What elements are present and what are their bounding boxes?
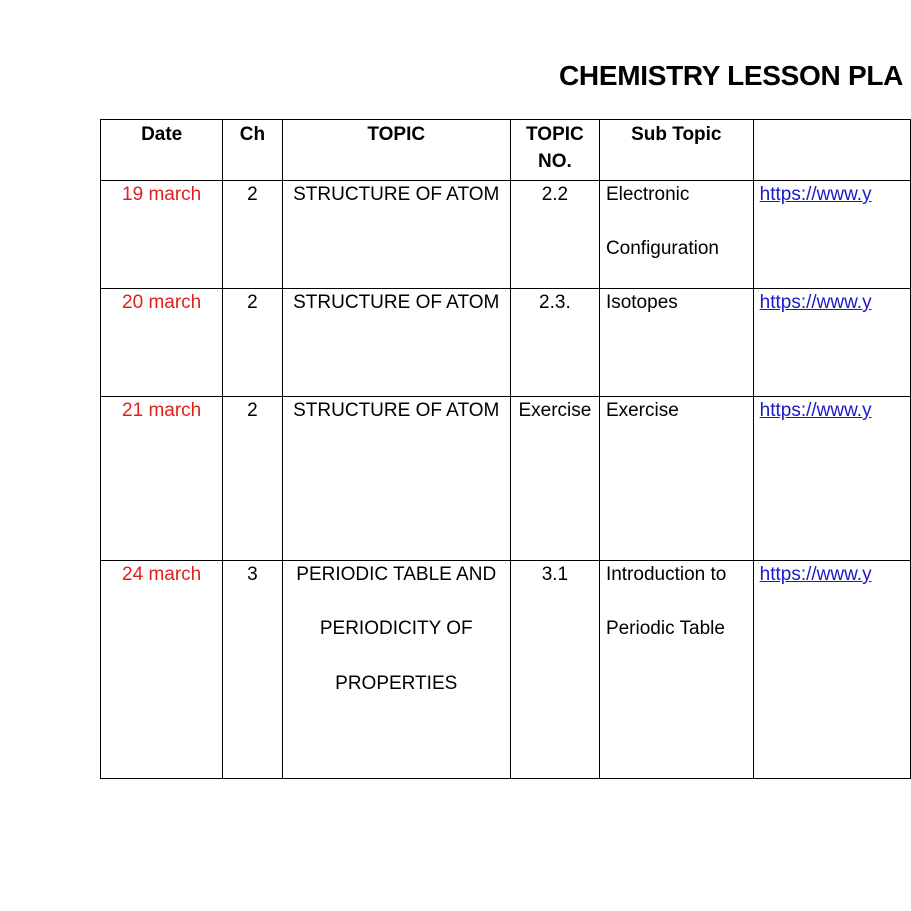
resource-link[interactable]: https://www.y — [759, 184, 872, 205]
lesson-plan-table — [100, 119, 911, 779]
sub-topic-line: Isotopes — [605, 292, 678, 313]
topic-cell — [282, 181, 510, 289]
topic-line: STRUCTURE OF ATOM — [293, 400, 500, 421]
sub-topic-line: Introduction to — [605, 564, 727, 585]
chapter-cell: 2 — [223, 397, 282, 561]
resource-link[interactable]: https://www.y — [759, 292, 872, 313]
header-chapter: Ch — [223, 120, 282, 181]
chapter-cell: 2 — [223, 289, 282, 397]
topic-cell — [282, 397, 510, 561]
link-cell — [753, 289, 910, 397]
header-topic-no-line-1: TOPIC — [526, 124, 584, 145]
table-row — [101, 289, 911, 397]
header-date: Date — [101, 120, 223, 181]
date-cell: 24 march — [101, 561, 223, 779]
table-row — [101, 561, 911, 779]
header-link — [753, 120, 910, 181]
header-topic: TOPIC — [282, 120, 510, 181]
sub-topic-cell — [599, 397, 753, 561]
document-title: CHEMISTRY LESSON PLA — [559, 60, 904, 91]
sub-topic-cell — [599, 181, 753, 289]
chapter-cell: 3 — [223, 561, 282, 779]
link-cell — [753, 397, 910, 561]
topic-no-cell: Exercise — [510, 397, 599, 561]
sub-topic-cell — [599, 561, 753, 779]
header-topic-no — [510, 120, 599, 181]
topic-cell — [282, 561, 510, 779]
resource-link[interactable]: https://www.y — [759, 400, 872, 421]
topic-line: PROPERTIES — [335, 673, 458, 694]
topic-line: STRUCTURE OF ATOM — [293, 184, 500, 205]
link-cell — [753, 181, 910, 289]
sub-topic-cell — [599, 289, 753, 397]
table-row — [101, 181, 911, 289]
sub-topic-line: Exercise — [605, 400, 679, 421]
header-sub-topic: Sub Topic — [599, 120, 753, 181]
topic-no-cell: 3.1 — [510, 561, 599, 779]
header-topic-no-line-2: NO. — [538, 151, 572, 172]
topic-cell — [282, 289, 510, 397]
topic-line: PERIODICITY OF — [319, 618, 473, 639]
topic-line: STRUCTURE OF ATOM — [293, 292, 500, 313]
sub-topic-line: Configuration — [605, 238, 719, 259]
link-cell — [753, 561, 910, 779]
resource-link[interactable]: https://www.y — [759, 564, 872, 585]
table-row — [101, 397, 911, 561]
date-cell: 20 march — [101, 289, 223, 397]
table-header-row — [101, 120, 911, 181]
sub-topic-line: Electronic — [605, 184, 690, 205]
date-cell: 19 march — [101, 181, 223, 289]
topic-line: PERIODIC TABLE AND — [296, 564, 497, 585]
topic-no-cell: 2.2 — [510, 181, 599, 289]
chapter-cell: 2 — [223, 181, 282, 289]
date-cell: 21 march — [101, 397, 223, 561]
topic-no-cell: 2.3. — [510, 289, 599, 397]
sub-topic-line: Periodic Table — [605, 618, 725, 639]
